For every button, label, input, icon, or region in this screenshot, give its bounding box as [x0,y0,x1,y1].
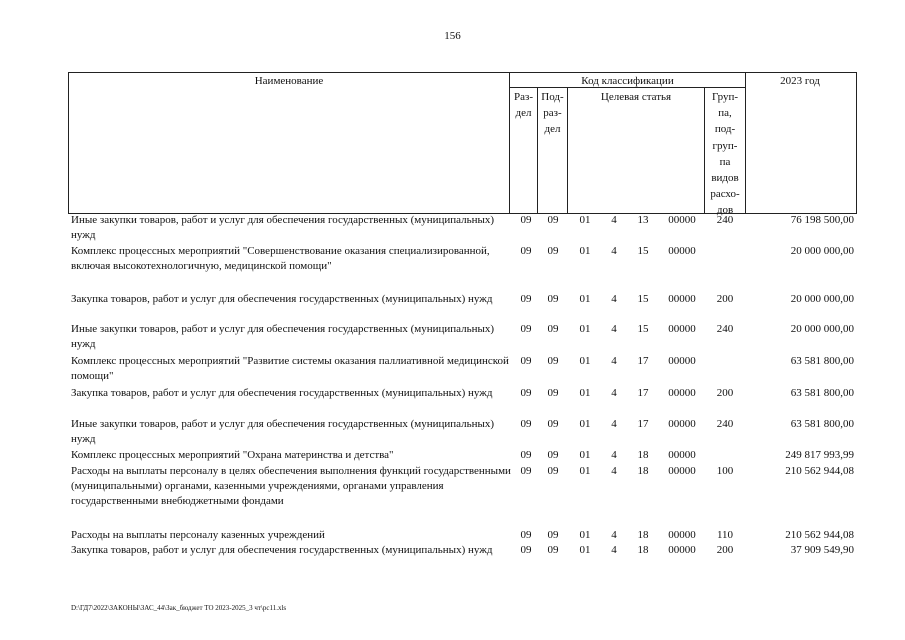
row-subprogram: 4 [611,293,617,305]
header-group-line: расхо- [710,188,740,201]
header-group-line: па, [718,107,732,120]
row-expense-type: 100 [716,465,734,477]
row-amount: 20 000 000,00 [790,323,854,335]
row-program: 01 [579,529,591,541]
header-group-line: па [719,155,731,168]
row-expense-type: 200 [716,544,734,556]
row-name: Комплекс процессных мероприятий "Развитие системы оказания паллиативной медицинской помощи" [71,355,509,382]
footer-file-path: D:\ГД7\2022\ЗАКОНЫ\ЗАС_44\Зак_бюджет ТО 2023-2025_3 чт\рс11.xls [71,604,287,612]
row-subprogram: 4 [611,449,617,461]
row-name: Иные закупки товаров, работ и услуг для обеспечения государственных (муниципальных) нужд [71,323,495,350]
row-name: Закупка товаров, работ и услуг для обеспечения государственных (муниципальных) нужд [71,544,493,556]
row-main-event: 13 [637,214,649,226]
row-razdel: 09 [520,245,532,257]
row-direction: 00000 [668,387,696,399]
row-direction: 00000 [668,323,696,335]
row-razdel: 09 [520,355,532,367]
row-subprogram: 4 [611,323,617,335]
row-podrazdel: 09 [547,245,559,257]
row-name: Комплекс процессных мероприятий "Охрана материнства и детства" [71,449,394,461]
row-amount: 249 817 993,99 [785,449,854,461]
row-podrazdel: 09 [547,449,559,461]
row-main-event: 17 [637,418,649,430]
row-amount: 76 198 500,00 [790,214,854,226]
row-podrazdel: 09 [547,323,559,335]
row-name: Иные закупки товаров, работ и услуг для обеспечения государственных (муниципальных) нужд [71,214,495,241]
row-podrazdel: 09 [547,544,559,556]
row-podrazdel: 09 [547,214,559,226]
row-direction: 00000 [668,355,696,367]
row-subprogram: 4 [611,529,617,541]
row-razdel: 09 [520,418,532,430]
row-amount: 210 562 944,08 [785,465,854,477]
row-main-event: 18 [637,449,649,461]
row-subprogram: 4 [611,214,617,226]
header-podrazdel-line: дел [544,123,561,136]
row-name: Закупка товаров, работ и услуг для обеспечения государственных (муниципальных) нужд [71,387,493,399]
row-razdel: 09 [520,544,532,556]
header-name: Наименование [254,75,324,87]
row-razdel: 09 [520,465,532,477]
header-group-line: дов [716,204,734,217]
row-main-event: 17 [637,387,649,399]
row-name: Расходы на выплаты персоналу в целях обеспечения выполнения функций государственными (муниципальными) органами, казенными учреждениями, органами управления государственными внебюджетными фондами [71,465,511,507]
row-direction: 00000 [668,245,696,257]
row-razdel: 09 [520,449,532,461]
row-razdel: 09 [520,323,532,335]
header-razdel-line: Раз- [513,91,533,103]
row-main-event: 18 [637,544,649,556]
row-program: 01 [579,245,591,257]
row-subprogram: 4 [611,355,617,367]
row-main-event: 15 [637,323,649,335]
row-main-event: 18 [637,465,649,477]
header-razdel [510,89,537,121]
row-razdel: 09 [520,529,532,541]
row-name: Комплекс процессных мероприятий "Совершенствование оказания специализированной, включая высокотехнологичную, медицинской помощи" [71,245,490,272]
row-program: 01 [579,293,591,305]
row-name: Иные закупки товаров, работ и услуг для обеспечения государственных (муниципальных) нужд [71,418,495,445]
page-number: 156 [444,30,461,42]
row-razdel: 09 [520,293,532,305]
row-direction: 00000 [668,293,696,305]
row-direction: 00000 [668,214,696,226]
header-group-line: под- [714,123,736,136]
row-main-event: 15 [637,293,649,305]
row-subprogram: 4 [611,418,617,430]
row-expense-type: 240 [716,214,734,226]
row-podrazdel: 09 [547,418,559,430]
row-amount: 37 909 549,90 [790,544,854,556]
row-amount: 63 581 800,00 [790,418,854,430]
row-amount: 63 581 800,00 [790,387,854,399]
header-target: Целевая статья [600,91,672,103]
row-main-event: 15 [637,245,649,257]
row-subprogram: 4 [611,387,617,399]
divider [745,72,746,213]
row-amount: 20 000 000,00 [790,293,854,305]
row-direction: 00000 [668,449,696,461]
header-year: 2023 год [780,75,820,87]
row-name: Закупка товаров, работ и услуг для обеспечения государственных (муниципальных) нужд [71,293,493,305]
row-direction: 00000 [668,529,696,541]
header-code: Код классификации [581,75,674,87]
row-amount: 63 581 800,00 [790,355,854,367]
divider [567,87,568,213]
row-program: 01 [579,465,591,477]
row-direction: 00000 [668,465,696,477]
row-podrazdel: 09 [547,293,559,305]
header-group-line: Груп- [711,91,739,103]
row-direction: 00000 [668,418,696,430]
row-program: 01 [579,387,591,399]
row-program: 01 [579,323,591,335]
header-podrazdel-line: Под- [541,91,564,103]
row-main-event: 18 [637,529,649,541]
row-podrazdel: 09 [547,387,559,399]
row-program: 01 [579,214,591,226]
row-razdel: 09 [520,387,532,399]
row-program: 01 [579,544,591,556]
row-program: 01 [579,449,591,461]
row-main-event: 17 [637,355,649,367]
header-group-line: груп- [712,139,738,152]
row-podrazdel: 09 [547,529,559,541]
header-podrazdel [538,89,567,138]
row-razdel: 09 [520,214,532,226]
row-podrazdel: 09 [547,355,559,367]
row-subprogram: 4 [611,544,617,556]
row-subprogram: 4 [611,465,617,477]
row-program: 01 [579,355,591,367]
row-expense-type: 240 [716,323,734,335]
row-expense-type: 200 [716,293,734,305]
header-razdel-line: дел [515,107,532,120]
row-direction: 00000 [668,544,696,556]
header-group-line: видов [711,172,739,185]
row-expense-type: 110 [716,529,734,541]
row-expense-type: 200 [716,387,734,399]
row-amount: 20 000 000,00 [790,245,854,257]
row-subprogram: 4 [611,245,617,257]
row-program: 01 [579,418,591,430]
header-group [705,89,745,219]
row-podrazdel: 09 [547,465,559,477]
row-name: Расходы на выплаты персоналу казенных учреждений [71,529,325,541]
header-podrazdel-line: раз- [543,107,562,120]
row-amount: 210 562 944,08 [785,529,854,541]
row-expense-type: 240 [716,418,734,430]
